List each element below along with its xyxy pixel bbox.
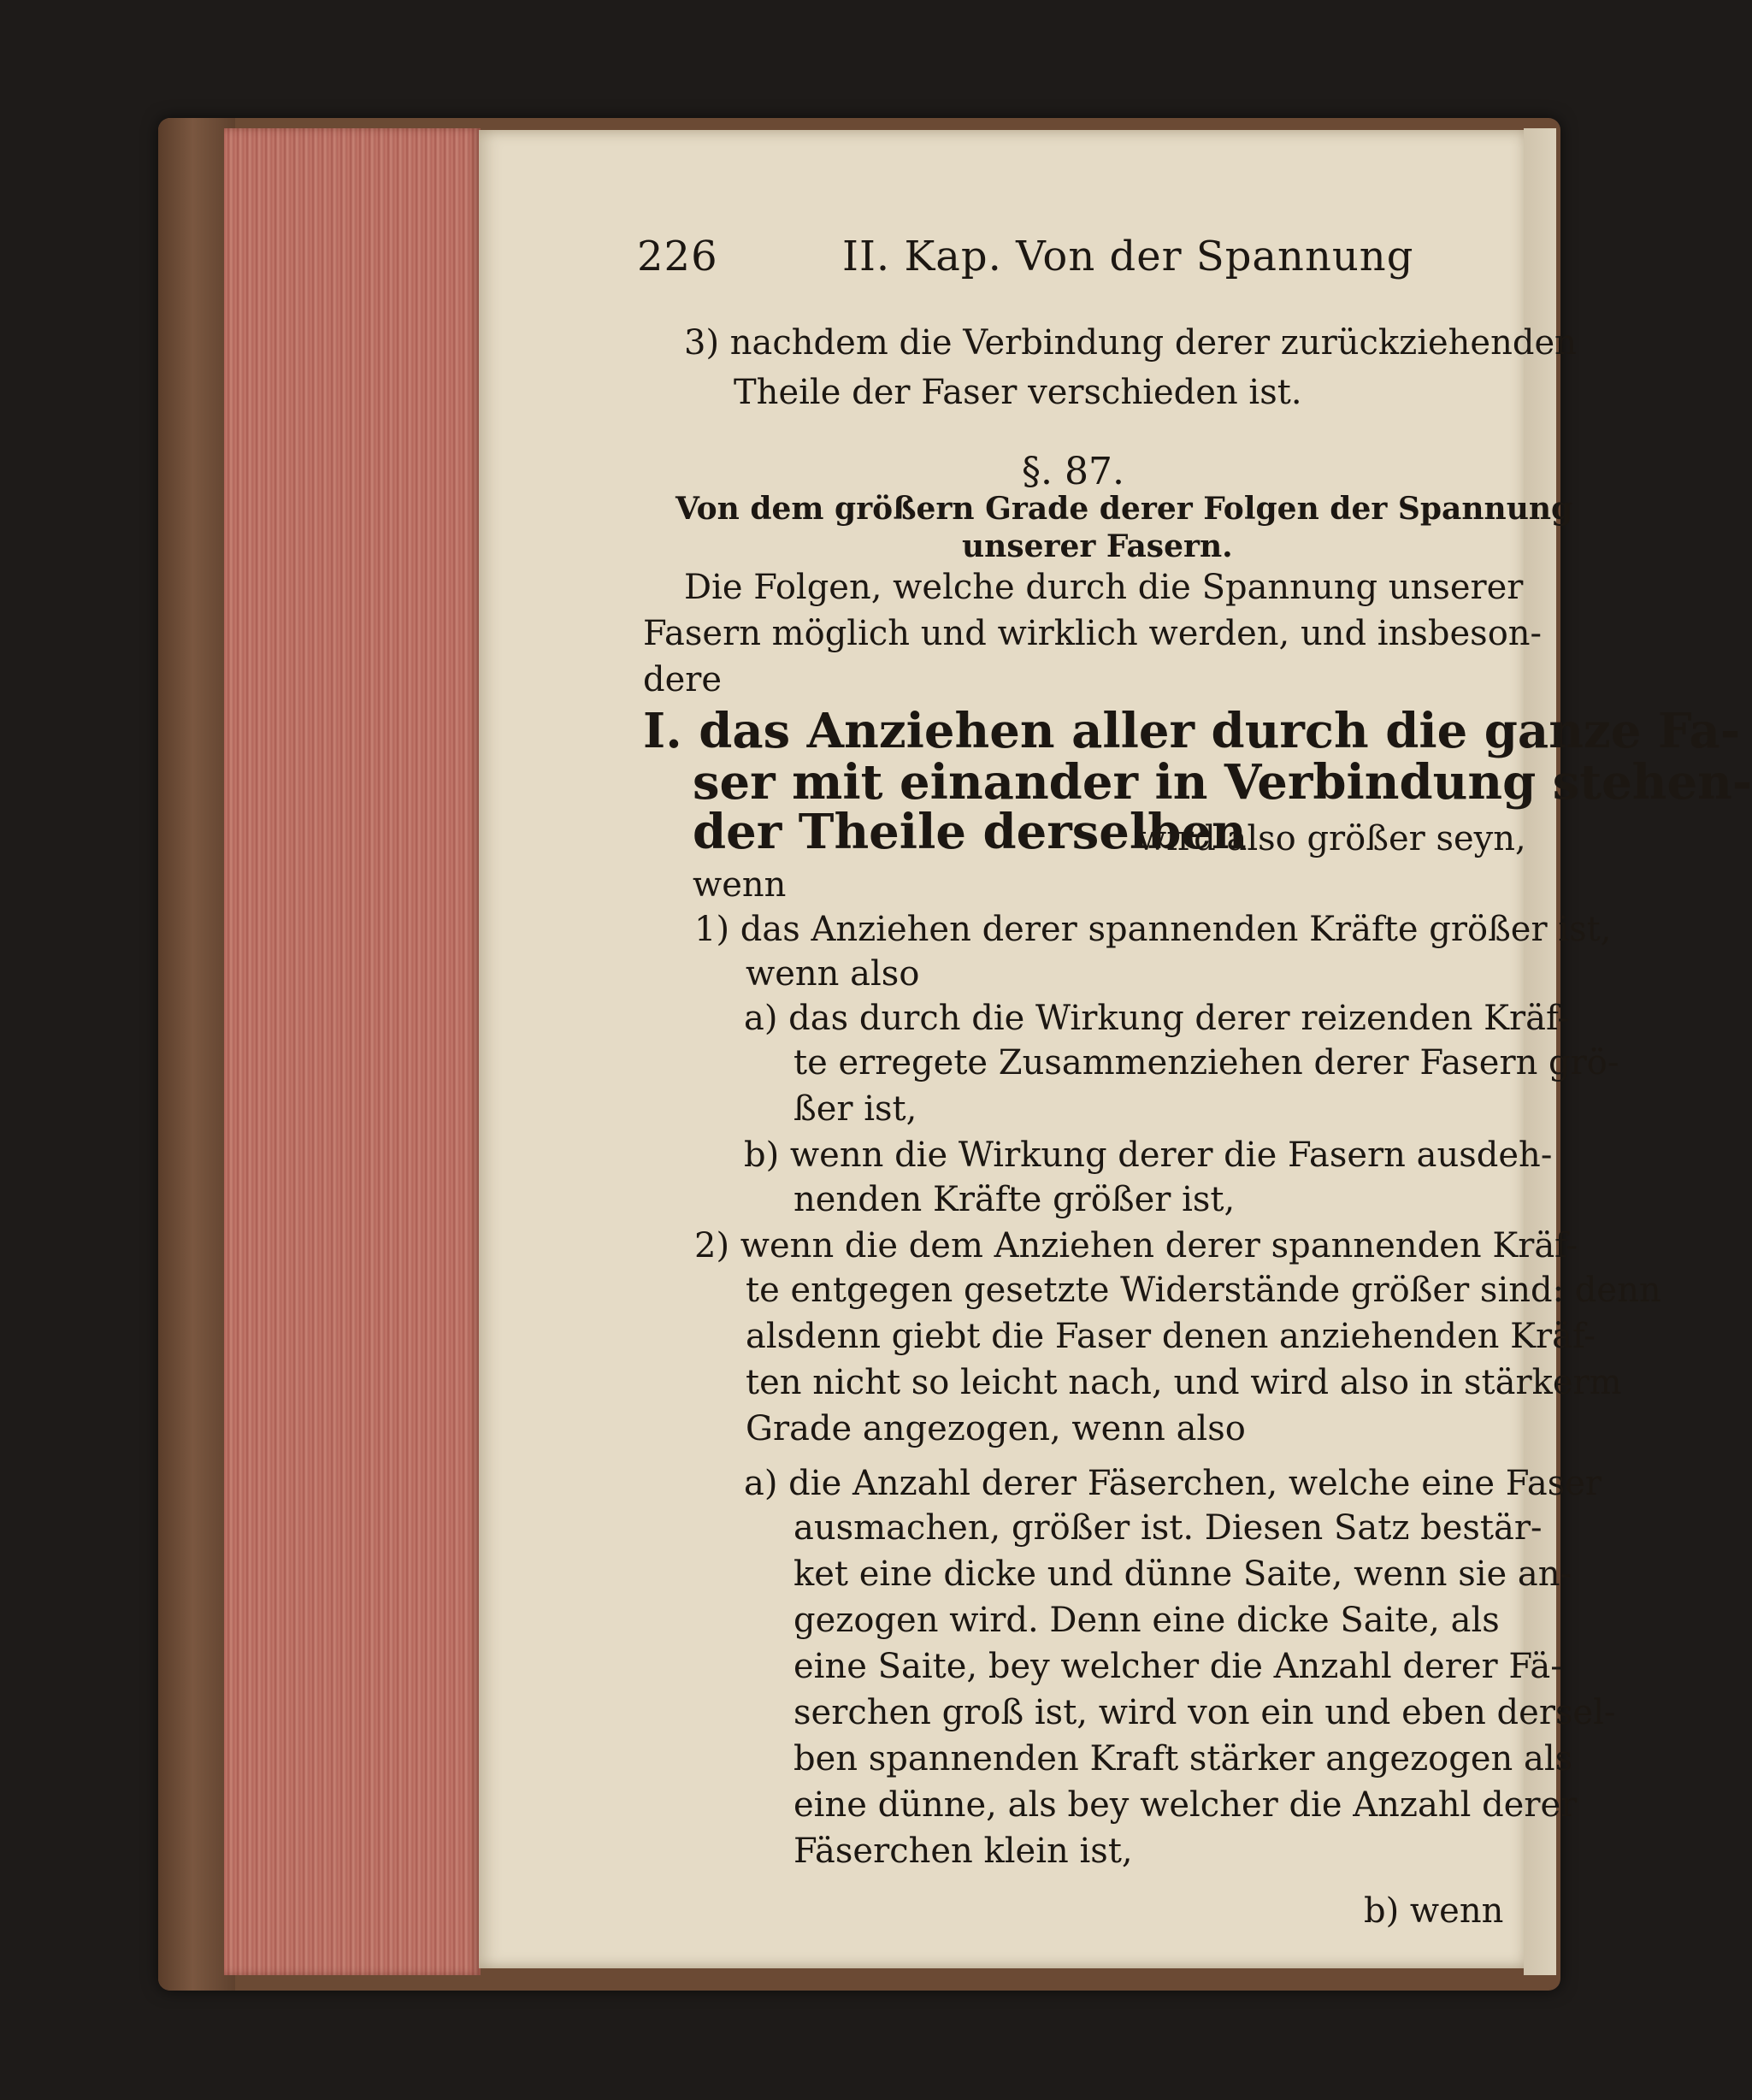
text-line: ausmachen, größer ist. Diesen Satz bestär-: [793, 1508, 1543, 1548]
text-line: nenden Kräfte größer ist,: [793, 1180, 1236, 1219]
emphasis-line: ser mit einander in Verbindung stehen-: [693, 754, 1752, 811]
text-line: serchen groß ist, wird von ein und eben dersel-: [793, 1693, 1616, 1732]
text-line: te entgegen gesetzte Widerstände größer sind: denn: [746, 1271, 1661, 1310]
text-line: b) wenn die Wirkung derer die Fasern ausdeh-: [744, 1136, 1553, 1175]
text-line: Theile der Faser verschieden ist.: [734, 373, 1302, 412]
text-line: 3) nachdem die Verbindung derer zurückziehenden: [684, 323, 1577, 363]
section-title: Von dem größern Grade derer Folgen der Spannung: [675, 491, 1573, 527]
page-edges: [224, 128, 481, 1975]
text-line: gezogen wird. Denn eine dicke Saite, als: [793, 1601, 1500, 1640]
text-line: ben spannenden Kraft stärker angezogen als: [793, 1739, 1573, 1779]
text-line: wird also größer seyn,: [1137, 819, 1526, 858]
text-line: 1) das Anziehen derer spannenden Kräfte größer ist,: [694, 910, 1612, 949]
section-number: §. 87.: [1022, 450, 1124, 493]
text-line: a) das durch die Wirkung derer reizenden Kräf-: [744, 999, 1569, 1038]
running-head: II. Kap. Von der Spannung: [842, 233, 1414, 280]
text-line: ket eine dicke und dünne Saite, wenn sie an-: [793, 1554, 1572, 1594]
text-line: ten nicht so leicht nach, und wird also in stärkerm: [746, 1363, 1622, 1402]
text-line: eine dünne, als bey welcher die Anzahl derer: [793, 1785, 1578, 1825]
text-line: te erregete Zusammenziehen derer Fasern grö-: [793, 1043, 1619, 1082]
text-line: 2) wenn die dem Anziehen derer spannenden Kräf-: [694, 1226, 1578, 1265]
catchword: b) wenn: [1364, 1891, 1504, 1931]
text-line: wenn also: [746, 954, 920, 994]
text-line: Die Folgen, welche durch die Spannung unserer: [684, 568, 1524, 607]
emphasis-line: I. das Anziehen aller durch die ganze Fa-: [643, 703, 1741, 759]
text-line: a) die Anzahl derer Fäserchen, welche eine Faser: [744, 1464, 1602, 1503]
text-line: wenn: [693, 865, 787, 905]
text-line: alsdenn giebt die Faser denen anziehenden Kräf-: [746, 1317, 1596, 1356]
text-line: Fasern möglich und wirklich werden, und insbeson-: [643, 614, 1543, 653]
text-line: ßer ist,: [793, 1089, 917, 1129]
emphasis-line: der Theile derselben: [693, 804, 1247, 860]
text-line: Grade angezogen, wenn also: [746, 1409, 1246, 1448]
page-number: 226: [637, 233, 718, 280]
text-line: Fäserchen klein ist,: [793, 1832, 1133, 1871]
text-line: dere: [643, 660, 723, 699]
text-line: eine Saite, bey welcher die Anzahl derer Fä-: [793, 1647, 1562, 1686]
section-title: unserer Fasern.: [962, 528, 1233, 564]
